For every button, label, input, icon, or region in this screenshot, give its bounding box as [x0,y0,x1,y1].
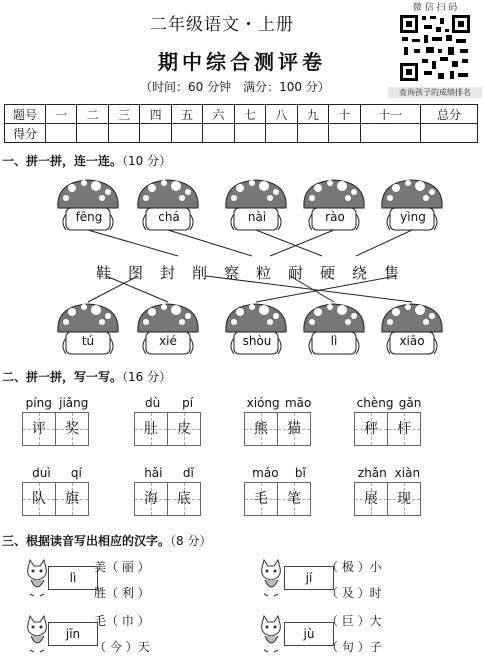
pinyin-label: chèng [356,396,394,410]
table-cell: 得分 [5,124,46,143]
section3-title: 三、根据读音写出相应的汉字。 [2,534,171,548]
answer-line-text[interactable]: （ 句 ）子 [326,640,382,654]
answer-char: 评 [32,421,46,437]
section1-title: 一、拼一拼，连一连。 [2,154,123,168]
cat-icon [256,558,286,598]
char-grid-cell[interactable] [354,482,388,516]
answer-line-text[interactable]: （ 极 ）小 [326,560,382,574]
section2-points: （16 分） [122,370,172,384]
pinyin-label: dù [144,396,161,410]
pinyin-label: nài [247,210,267,224]
answer-char: 杆 [397,421,411,437]
word-item [22,466,92,516]
pinyin-label: hǎi [144,466,163,480]
table-cell: 七 [234,105,265,124]
char-grid-cell[interactable] [134,412,168,446]
score-input-cell[interactable] [203,124,234,143]
pinyin-label: máo [252,466,279,480]
table-cell: 十一 [360,105,420,124]
section3-points: （8 分） [170,534,212,548]
char-grid-cell[interactable] [354,412,388,446]
answer-line [356,230,412,256]
answer-line-text[interactable]: 胜（ 利 ） [94,586,150,600]
table-cell: 六 [203,105,234,124]
answer-char: 秤 [364,421,378,437]
answer-char: 展 [364,491,378,507]
pinyin-label: xióng [246,396,280,410]
exam-subtitle: （时间：60 分钟 满分：100 分） [140,80,330,94]
score-input-cell[interactable] [77,124,108,143]
table-cell: 十 [329,105,360,124]
answer-char: 底 [177,491,191,507]
char-grid-cell[interactable] [387,412,421,446]
table-cell: 题号 [5,105,46,124]
char-row [96,262,416,283]
answer-char: 猫 [287,421,301,437]
char-item: 售 [384,264,400,282]
char-grid-cell[interactable] [277,412,311,446]
char-item: 封 [160,264,176,282]
answer-char: 旗 [65,491,79,507]
cat-icon [256,614,286,654]
answer-char: 队 [32,491,46,507]
char-item: 硬 [320,264,336,282]
score-input-cell[interactable] [421,124,478,143]
qr-code-panel[interactable] [388,0,482,100]
char-grid-cell[interactable] [167,412,201,446]
score-input-cell[interactable] [297,124,328,143]
pinyin-label: bǐ [294,466,306,480]
pinyin-label: rào [325,210,345,224]
char-item: 察 [224,264,240,282]
answer-line [256,230,322,256]
score-input-cell[interactable] [171,124,202,143]
answer-char: 毛 [254,491,268,507]
table-cell: 二 [77,105,108,124]
exam-title: 期中综合测评卷 [158,50,326,74]
char-grid-cell[interactable] [277,482,311,516]
pinyin-label: māo [284,396,312,410]
pinyin-label: fēng [75,210,103,224]
pinyin-box: lì [48,566,98,590]
section1-points: （10 分） [122,154,172,168]
answer-line [270,230,334,256]
qr-code-icon [388,13,482,83]
pinyin-label: gǎn [398,396,422,410]
table-cell: 八 [266,105,297,124]
word-item [354,466,424,516]
pinyin-box: jù [284,622,334,646]
table-cell: 一 [46,105,77,124]
answer-line-text[interactable]: （ 今 ）天 [94,640,150,654]
table-cell: 九 [297,105,328,124]
char-grid-cell[interactable] [134,482,168,516]
score-input-cell[interactable] [360,124,420,143]
char-grid-cell[interactable] [22,482,56,516]
word-item [244,466,314,516]
score-input-cell[interactable] [329,124,360,143]
answer-line-text[interactable]: 毛（ 巾 ） [94,614,150,628]
table-cell: 五 [171,105,202,124]
char-grid-cell[interactable] [244,412,278,446]
char-grid-cell[interactable] [167,482,201,516]
score-input-cell[interactable] [46,124,77,143]
answer-char: 现 [397,491,411,507]
pinyin-label: xié [159,334,177,348]
grade-title: 二年级语文・上册 [150,15,294,35]
section2-heading [2,368,171,385]
word-item [244,396,314,446]
word-item [134,466,204,516]
char-item: 削 [192,264,208,282]
answer-char: 海 [144,491,158,507]
pinyin-label: chá [158,210,180,224]
word-item [354,396,424,446]
pinyin-label: duì [32,466,51,480]
answer-line-text[interactable]: （ 及 ）时 [326,586,382,600]
char-grid-cell[interactable] [55,412,89,446]
word-item [22,396,92,446]
char-grid-cell[interactable] [244,482,278,516]
pinyin-box: jīn [48,622,98,646]
pinyin-label: tú [81,334,95,348]
answer-line [88,230,178,256]
pinyin-label: pí [182,396,194,410]
pinyin-label: xiàn [394,466,421,480]
char-item: 耐 [288,264,304,282]
pinyin-label: jiǎng [59,396,89,410]
score-input-cell[interactable] [234,124,265,143]
answer-line-text[interactable]: （ 巨 ）大 [326,614,382,628]
char-item: 粒 [256,264,272,282]
table-cell: 三 [108,105,139,124]
pinyin-label: lì [330,334,338,348]
qr-bottom-label: 查询孩子的成绩排名 [388,87,482,98]
answer-line-text[interactable]: 美（ 丽 ） [94,560,150,574]
pinyin-label: shòu [242,334,272,348]
pinyin-box: jí [284,566,334,590]
section1-heading [2,152,171,169]
char-item: 图 [128,264,144,282]
score-input-cell[interactable] [266,124,297,143]
pinyin-label: qí [70,466,82,480]
char-grid-cell[interactable] [55,482,89,516]
pinyin-label: yìng [400,210,426,224]
answer-char: 皮 [177,421,191,437]
char-item: 鞋 [96,264,112,282]
pinyin-label: zhǎn [357,466,387,480]
answer-char: 肚 [144,421,158,437]
score-input-cell[interactable] [108,124,139,143]
char-grid-cell[interactable] [22,412,56,446]
answer-char: 笔 [287,491,301,507]
table-row [5,124,478,143]
section3-heading [2,532,211,549]
pinyin-label: xiāo [399,334,425,348]
qr-top-label: 微 信 扫 码 [412,3,458,13]
table-cell: 总分 [421,105,478,124]
score-table [4,104,478,143]
pinyin-label: dǐ [182,466,194,480]
word-item [134,396,204,446]
answer-line [168,230,252,256]
pinyin-label: píng [25,396,52,410]
char-item: 绕 [352,264,368,282]
answer-char: 熊 [254,421,268,437]
table-row [5,105,478,124]
char-grid-cell[interactable] [387,482,421,516]
section2-title: 二、拼一拼，写一写。 [2,370,123,384]
table-cell: 四 [140,105,171,124]
answer-char: 奖 [65,421,79,437]
score-input-cell[interactable] [140,124,171,143]
